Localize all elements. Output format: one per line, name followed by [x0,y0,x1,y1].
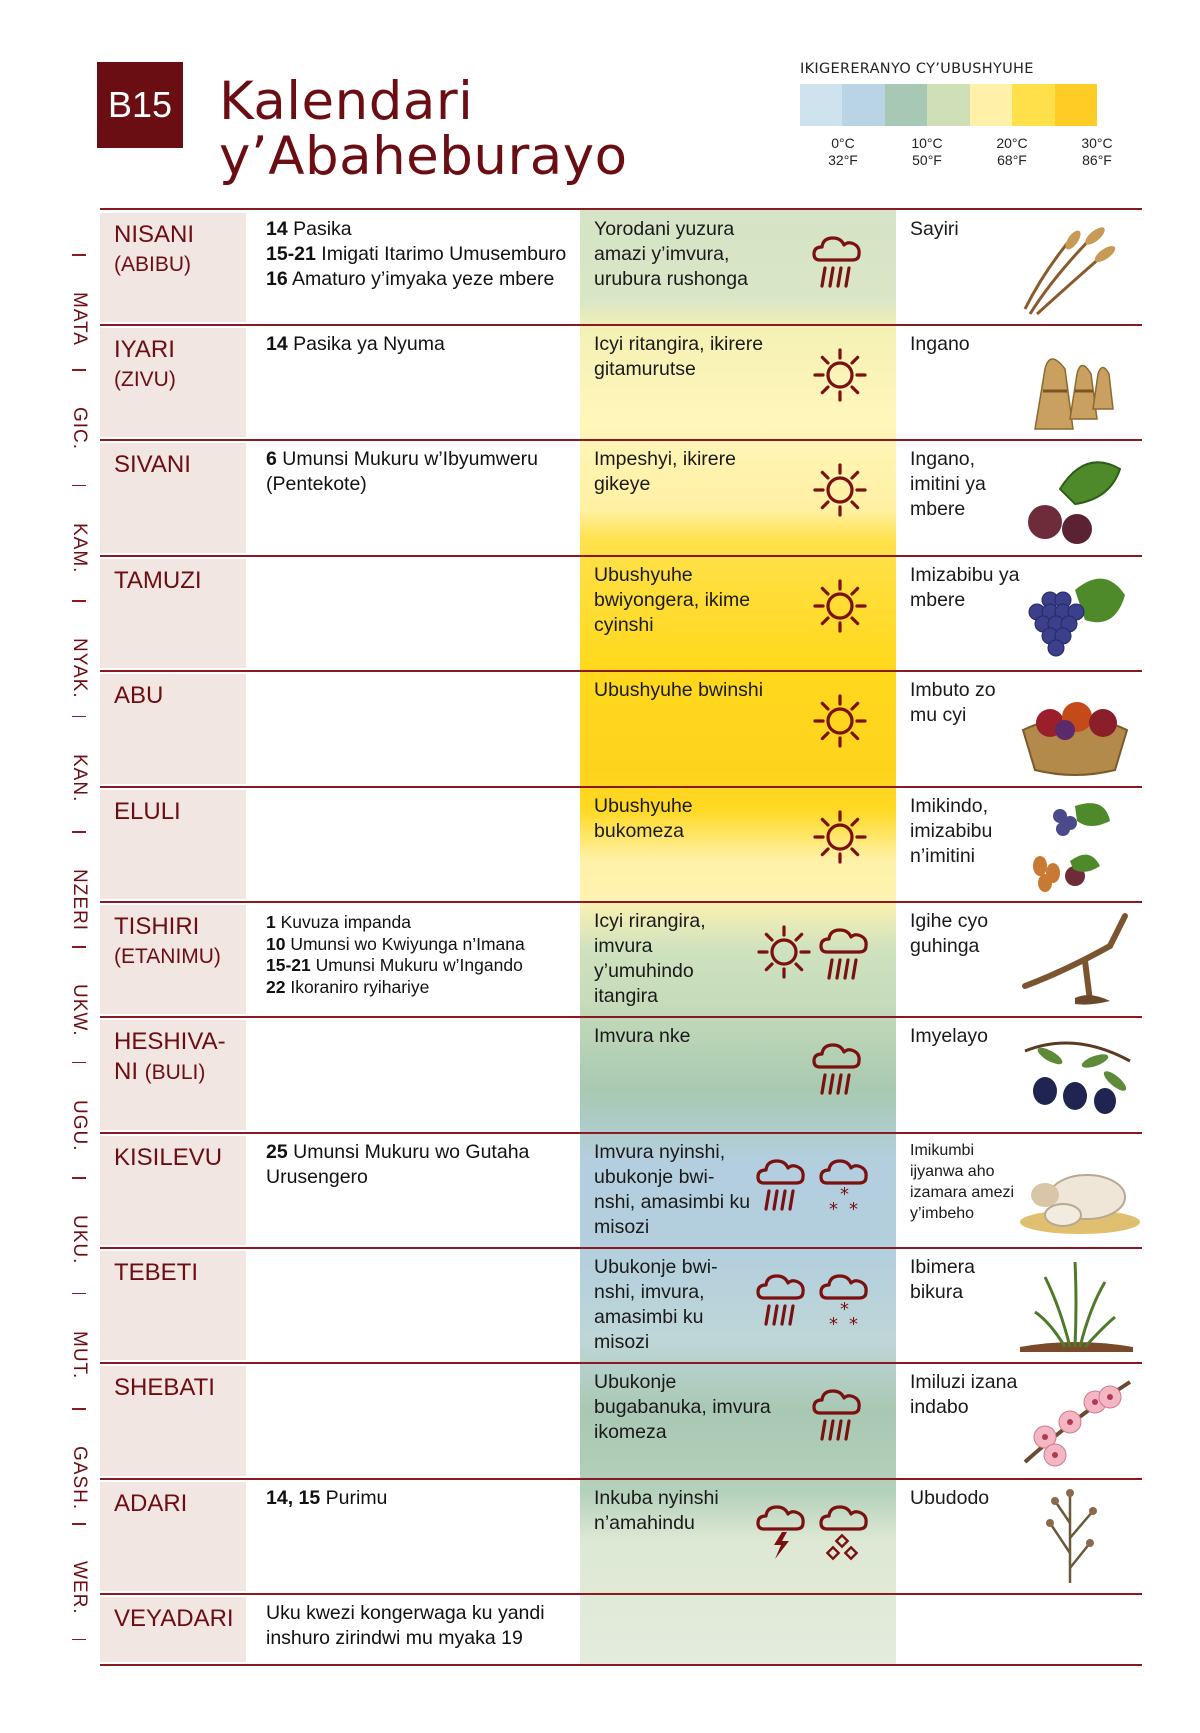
month-row [100,1363,1142,1479]
month-name [114,1489,187,1519]
festivals [266,217,596,292]
agriculture-text: Imyelayo [910,1025,989,1047]
month-alt-name: (ABIBU) [114,253,192,276]
festival-name: Umunsi Mukuru w’Ingando [310,955,523,975]
tick-fahrenheit: 68°F [997,152,1027,168]
festivals [266,447,596,497]
festival-entry [266,1601,596,1651]
festival-day: 14, 15 [266,1487,321,1509]
tick-fahrenheit: 86°F [1082,152,1112,168]
festival-name: Pasika [287,218,352,240]
month-name-text: IYARI [114,336,175,363]
scale-swatch [970,84,1012,126]
weather-icons [750,1268,880,1358]
title-line-1: Kalendari [219,71,474,132]
month-name-text: ADARI [114,1490,188,1517]
olives-illustration [1015,1021,1140,1126]
agriculture-text: Imizabibu ya mbere [910,564,1020,611]
weather-icons [750,1153,880,1243]
weather-text: Icyi ritangira, ikirere gitamurutse [594,333,764,380]
month-name [114,797,181,827]
scale-tick [1067,135,1127,169]
tick-celsius: 0°C [831,135,855,151]
dates-illustration [1015,791,1140,896]
festival-entry [266,1140,596,1190]
gregorian-month-label: KAN. [69,753,90,802]
sidebar-dash [72,1639,86,1641]
month-row [100,210,1142,325]
month-row [100,1248,1142,1363]
svg-text:*: * [829,1199,838,1215]
scale-tick [897,135,957,169]
festival-entry [266,332,596,357]
sidebar-dash [72,1177,86,1179]
sidebar-dash [72,1408,86,1410]
festival-day: 14 [266,218,288,240]
gregorian-month-label: GIC. [69,407,90,451]
tick-celsius: 30°C [1081,135,1113,151]
month-row [100,671,1142,787]
sidebar-dash [72,946,86,948]
month-name-text: NISANI [114,221,195,248]
festival-entry [266,934,596,956]
festivals [266,1486,596,1511]
month-name [114,220,194,280]
agriculture-text: Imikumbi ijyanwa aho izamara amezi y’imbeho [910,1142,1015,1222]
month-name [114,1258,198,1288]
sheaves-illustration [1015,329,1140,434]
page-title [219,71,628,187]
month-row [100,1479,1142,1594]
festival-entry [266,1486,596,1511]
weather-text: Yorodani yuzura amazi y’imvura, urubura rushonga [594,218,748,290]
svg-text:*: * [829,1314,838,1330]
month-name-text: ABU [114,682,164,709]
month-alt-name: (ZIVU) [114,368,176,391]
festival-day: 10 [266,933,286,954]
scale-swatch [885,84,927,126]
month-alt-name: (ETANIMU) [114,945,221,968]
gregorian-month-label: MATA [69,292,90,346]
month-name-text: HESHIVA- [114,1028,226,1055]
festival-entry [266,955,596,977]
month-name-text: SIVANI [114,451,191,478]
festival-entry [266,267,596,292]
svg-text:*: * [849,1314,858,1330]
weather-text: Inkuba nyinshi n’amahindu [594,1487,719,1534]
month-name [114,681,163,711]
festivals [266,332,596,357]
sprouts-illustration [1015,1252,1140,1357]
gregorian-month-label: UKU. [69,1215,90,1265]
gregorian-month-label: UKW. [69,984,90,1037]
month-name [114,335,176,395]
festival-day: 15-21 [266,243,316,265]
sidebar-dash [72,600,86,602]
temperature-scale [800,84,1097,126]
weather-text: Ubushyuhe bukomeza [594,795,693,842]
month-name-text: TAMUZI [114,567,202,594]
sidebar-dash [72,831,86,833]
agriculture-text: Ingano, imitini ya mbere [910,448,986,520]
festival-name: Purimu [320,1487,388,1509]
festivals [266,1601,596,1651]
sheep-illustration [1015,1137,1140,1242]
weather-icons [750,460,880,550]
month-name [114,1027,226,1088]
agriculture-text: Ibimera bikura [910,1256,976,1303]
month-row [100,902,1142,1017]
weather-text: Ubushyuhe bwinshi [594,679,764,701]
month-row [100,1133,1142,1248]
sidebar-dash [72,369,86,371]
festival-day: 15-21 [266,955,311,975]
weather-text: Icyi rirangira, imvura y’umuhindo itangira [594,910,706,1007]
scale-tick [982,135,1042,169]
scale-swatch [800,84,842,126]
tick-celsius: 20°C [996,135,1028,151]
plow-illustration [1015,906,1140,1011]
tick-fahrenheit: 50°F [912,152,942,168]
figs-illustration [1015,444,1140,549]
weather-text: Ubukonje bwi-nshi, imvura, amasimbi ku misozi [594,1256,718,1353]
agriculture-text: Sayiri [910,218,959,240]
tick-celsius: 10°C [911,135,943,151]
tick-fahrenheit: 32°F [828,152,858,168]
svg-text:*: * [849,1199,858,1215]
month-row [100,787,1142,902]
festival-name: Amaturo y’imyaka yeze mbere [287,268,555,290]
weather-text: Ubukonje bugabanuka, imvura ikomeza [594,1371,771,1443]
gregorian-month-label: UGU. [69,1099,90,1152]
month-row [100,325,1142,440]
month-name-text: TEBETI [114,1259,199,1286]
scale-swatch [927,84,969,126]
temperature-legend-title: IKIGERERANYO CY’UBUSHYUHE [800,61,1034,77]
agriculture-text: Ingano [910,333,970,355]
weather-icons [750,807,880,897]
month-row [100,1594,1142,1665]
festival-entry [266,217,596,242]
month-name-text: VEYADARI [114,1605,234,1632]
flax-illustration [1015,1483,1140,1588]
month-name-text: ELULI [114,798,181,825]
month-row [100,440,1142,556]
weather-icons [750,1499,880,1589]
festival-entry [266,447,596,497]
agriculture-text: Imbuto zo mu cyi [910,679,996,726]
gregorian-month-label: NZERI [69,869,90,931]
scale-swatch [842,84,884,126]
festival-name: Kuvuza impanda [275,912,411,932]
weather-text: Ubushyuhe bwiyongera, ikime cyinshi [594,564,751,636]
month-alt-name: (BULI) [144,1061,206,1084]
weather-icons [750,1037,880,1127]
agriculture-text: Ubudodo [910,1487,990,1509]
chapter-badge: B15 [97,62,183,148]
month-name [114,1373,215,1403]
agriculture-text: Imikindo, imizabibu n’imitini [910,795,993,867]
festival-name: Umunsi Mukuru wo Gutaha Urusengero [266,1141,530,1188]
weather-icons [750,922,880,1012]
month-name-text: TISHIRI [114,913,200,940]
festival-name: Ikoraniro ryihariye [285,976,430,997]
month-name [114,912,221,972]
festival-entry [266,912,596,934]
blossom-illustration [1015,1367,1140,1472]
sidebar-dash [72,254,86,256]
scale-tick [813,135,873,169]
festival-entry [266,242,596,267]
weather-icons [750,576,880,666]
festival-name: Umunsi wo Kwiyunga n’Imana [285,933,525,954]
row-divider [100,1664,1142,1666]
scale-swatch [1055,84,1097,126]
festival-day: 6 [266,448,277,470]
gregorian-month-label: MUT. [69,1330,90,1379]
festival-entry [266,977,596,999]
festival-name: Uku kwezi kongerwaga ku yandi inshuro zirindwi mu myaka 19 [266,1602,545,1649]
gregorian-months-sidebar [62,262,96,1672]
month-name [114,1604,234,1634]
festival-day: 25 [266,1141,288,1163]
gregorian-month-label: NYAK. [69,638,90,699]
weather-text: Imvura nyinshi, ubukonje bwi-nshi, amasimbi ku misozi [594,1141,751,1238]
scale-swatch [1012,84,1054,126]
month-name [114,566,202,596]
festival-day: 22 [266,976,286,997]
month-name-text: SHEBATI [114,1374,215,1401]
month-name [114,450,191,480]
month-row [100,556,1142,671]
weather-icons [750,691,880,781]
barley-illustration [1015,214,1140,319]
agriculture-text: Igihe cyo guhinga [910,910,989,957]
festival-name: Imigati Itarimo Umusemburo [315,243,567,265]
agriculture-text: Imiluzi izana indabo [910,1371,1018,1418]
sidebar-dash [72,1062,86,1064]
weather-text: Impeshyi, ikirere gikeye [594,448,736,495]
title-line-2: y’Abaheburayo [219,126,628,187]
basket-illustration [1015,675,1140,780]
month-name [114,1143,222,1173]
svg-text:*: * [840,1184,849,1205]
weather-icons [750,345,880,435]
sidebar-dash [72,1293,86,1295]
festival-day: 16 [266,268,288,290]
festivals [266,912,596,998]
month-name-continued: NI [114,1058,138,1085]
gregorian-month-label: GASH. [69,1446,90,1511]
festival-day: 1 [266,912,276,932]
grapes-illustration [1015,560,1140,665]
festival-day: 14 [266,333,288,355]
sidebar-dash [72,485,86,487]
weather-text: Imvura nke [594,1025,691,1047]
weather-icons [750,1383,880,1473]
sidebar-dash [72,1523,86,1525]
month-row [100,1017,1142,1133]
festivals [266,1140,596,1190]
festival-name: Umunsi Mukuru w’Ibyumweru (Pentekote) [266,448,539,495]
month-name-text: KISILEVU [114,1144,223,1171]
gregorian-month-label: KAM. [69,522,90,574]
sidebar-dash [72,716,86,718]
weather-icons [750,230,880,320]
svg-text:*: * [840,1299,849,1320]
gregorian-month-label: WER. [69,1561,90,1615]
festival-name: Pasika ya Nyuma [287,333,445,355]
